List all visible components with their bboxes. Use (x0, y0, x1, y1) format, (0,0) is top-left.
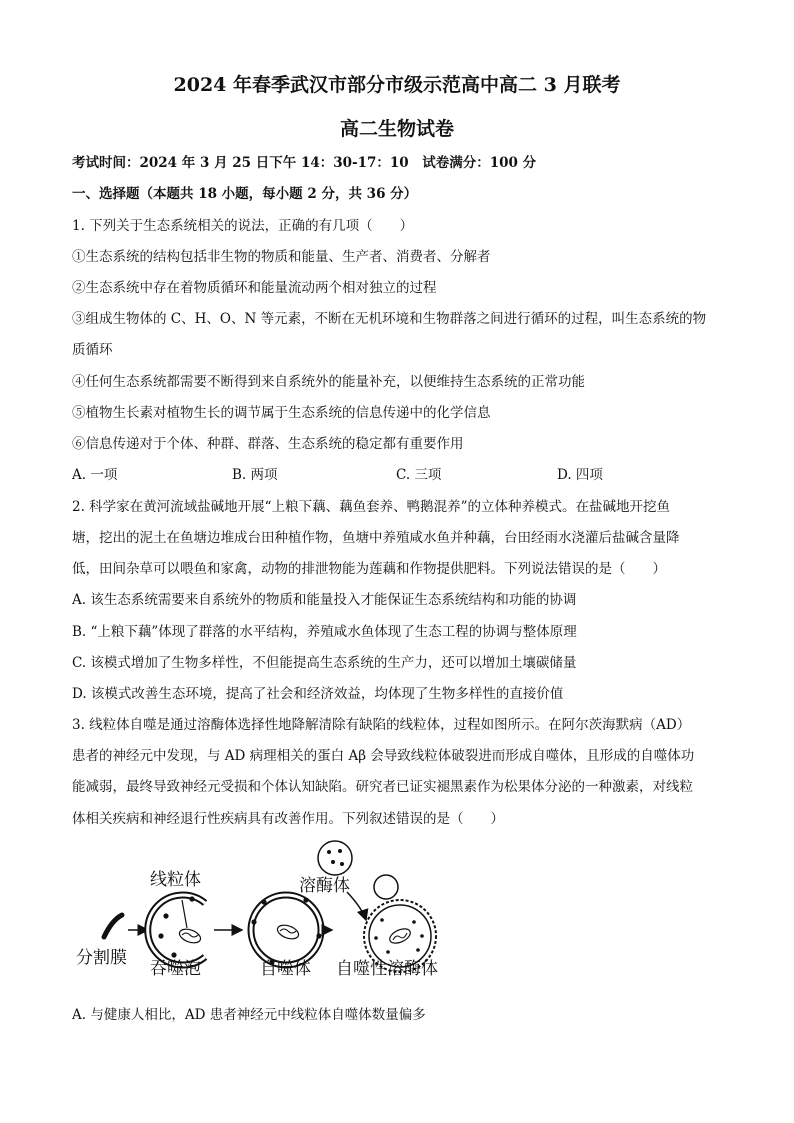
exam-info: 考试时间：2024 年 3 月 25 日下午 14：30-17：10 试卷满分：100 分 (72, 155, 537, 171)
q1-option-d[interactable]: D. 四项 (557, 467, 603, 483)
q1-item: ⑥信息传递对于个体、种群、群落、生态系统的稳定都有重要作用 (72, 436, 464, 452)
q2-option-a[interactable]: A. 该生态系统需要来自系统外的物质和能量投入才能保证生态系统结构和功能的协调 (72, 592, 577, 608)
q3-stem-line: 患者的神经元中发现，与 AD 病理相关的蛋白 Aβ 会导致线粒体破裂进而形成自噬体，且形成的自噬体功 (72, 748, 695, 764)
mitochondrion-icon (276, 923, 301, 942)
paper-subtitle: 高二生物试卷 (339, 118, 454, 140)
q1-item: ①生态系统的结构包括非生物的物质和能量、生产者、消费者、分解者 (72, 249, 491, 265)
q1-item: ④任何生态系统都需要不断得到来自系统外的能量补充，以便维持生态系统的正常功能 (72, 374, 585, 390)
exam-title: 2024 年春季武汉市部分市级示范高中高二 3 月联考 (173, 74, 621, 96)
q1-item: ②生态系统中存在着物质循环和能量流动两个相对独立的过程 (72, 280, 437, 296)
q1-option-c[interactable]: C. 三项 (396, 467, 442, 483)
q2-option-d[interactable]: D. 该模式改善生态环境，提高了社会和经济效益，均体现了生物多样性的直接价值 (72, 686, 564, 702)
isolation-membrane-label: 分割膜 (76, 948, 127, 968)
lysosome-label: 溶酶体 (299, 876, 350, 896)
fusing-lysosome-shape (374, 875, 398, 899)
q3-stem-line: 3. 线粒体自噬是通过溶酶体选择性地降解清除有缺陷的线粒体，过程如图所示。在阿尔茨海默病（AD） (72, 717, 691, 733)
q2-stem-line: 2. 科学家在黄河流域盐碱地开展“上粮下藕、藕鱼套养、鸭鹅混养”的立体种养模式。在盐碱地开挖鱼 (72, 499, 670, 515)
isolation-membrane-shape (104, 915, 122, 937)
phagophore-label: 吞噬泡 (150, 959, 201, 979)
arrow-icon (347, 892, 366, 920)
q1-option-a[interactable]: A. 一项 (72, 467, 118, 483)
q3-stem-line: 能减弱，最终导致神经元受损和个体认知缺陷。研究者已证实褪黑素作为松果体分泌的一种激素，对线粒 (72, 779, 693, 795)
q2-option-c[interactable]: C. 该模式增加了生物多样性，不但能提高生态系统的生产力，还可以增加土壤碳储量 (72, 655, 577, 671)
mitochondrion-icon (178, 927, 203, 946)
autophagosome-label: 自噬体 (260, 959, 311, 979)
autolysosome-label: 自噬性溶酶体 (336, 959, 438, 979)
q2-stem-line: 塘，挖出的泥土在鱼塘边堆成台田种植作物，鱼塘中养殖咸水鱼并种藕，台田经雨水浇灌后盐碱含量降 (72, 530, 680, 546)
lysosome-shape (318, 841, 352, 875)
q2-option-b[interactable]: B. “上粮下藕”体现了群落的水平结构，养殖咸水鱼体现了生态工程的协调与整体原理 (72, 624, 577, 640)
q3-option-a[interactable]: A. 与健康人相比，AD 患者神经元中线粒体自噬体数量偏多 (72, 1007, 426, 1023)
section-heading: 一、选择题（本题共 18 小题，每小题 2 分，共 36 分） (72, 186, 418, 202)
q1-item: ③组成生物体的 C、H、O、N 等元素，不断在无机环境和生物群落之间进行循环的过程，叫生态系统的物 (72, 311, 707, 327)
q1-stem: 1. 下列关于生态系统相关的说法，正确的有几项（ ） (72, 218, 414, 234)
mitochondrion-label: 线粒体 (150, 870, 201, 890)
mitophagy-diagram (70, 840, 470, 995)
q2-stem-line: 低，田间杂草可以喂鱼和家禽，动物的排泄物能为莲藕和作物提供肥料。下列说法错误的是（ ） (72, 561, 666, 577)
q1-item: ⑤植物生长素对植物生长的调节属于生态系统的信息传递中的化学信息 (72, 405, 491, 421)
q1-item-continued: 质循环 (72, 342, 113, 358)
q3-stem-line: 体相关疾病和神经退行性疾病具有改善作用。下列叙述错误的是（ ） (72, 811, 504, 827)
q1-option-b[interactable]: B. 两项 (232, 467, 278, 483)
